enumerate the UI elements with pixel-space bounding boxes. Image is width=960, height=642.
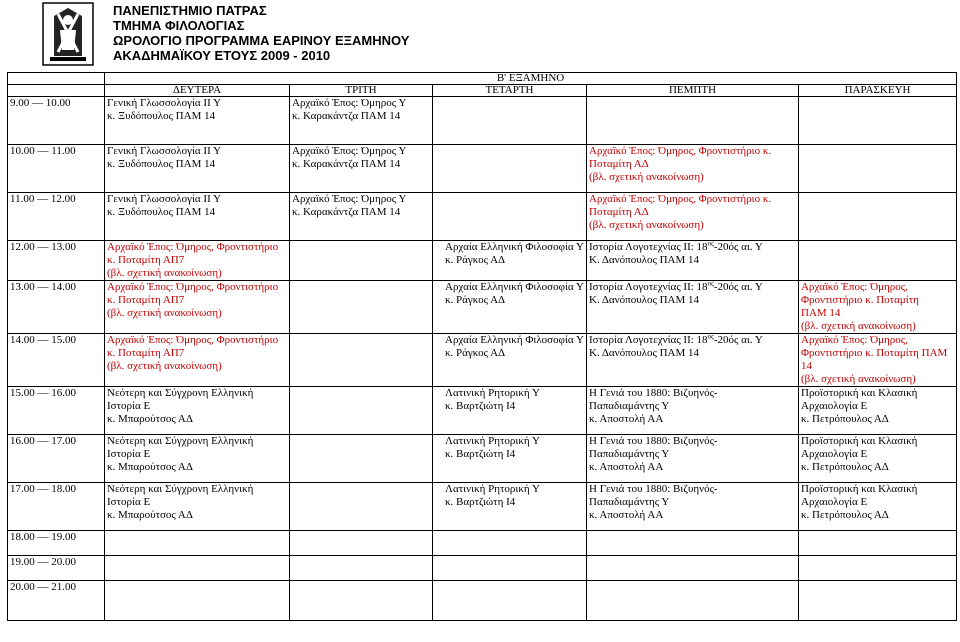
course-line: Νεότερη και Σύγχρονη Ελληνική xyxy=(107,435,254,447)
time-header xyxy=(8,85,105,97)
course-cell-tue xyxy=(290,193,433,241)
time-slot: 14.00 — 15.00 xyxy=(8,334,105,387)
course-line: κ. Μπαρούτσος ΑΔ xyxy=(107,461,193,473)
course-line: Η Γενιά του 1880: Βιζυηνός- xyxy=(589,483,718,495)
course-line: (βλ. σχετική ανακοίνωση) xyxy=(107,360,222,372)
course-cell-fri xyxy=(799,556,957,581)
course-cell-wed xyxy=(433,387,587,435)
course-line: Νεότερη και Σύγχρονη Ελληνική xyxy=(107,387,254,399)
schedule-row xyxy=(8,193,957,241)
course-line: κ. Ποταμίτη ΑΠ7 xyxy=(107,294,185,306)
course-line: Φροντιστήριο κ. Ποταμίτη ΠΑΜ xyxy=(801,347,948,359)
course-cell-mon xyxy=(105,97,290,145)
course-cell-fri xyxy=(799,387,957,435)
schedule-row xyxy=(8,483,957,531)
course-cell-tue xyxy=(290,531,433,556)
course-cell-wed xyxy=(433,145,587,193)
course-line: Η Γενιά του 1880: Βιζυηνός- xyxy=(589,387,718,399)
course-cell-mon xyxy=(105,241,290,281)
time-slot: 12.00 — 13.00 xyxy=(8,241,105,281)
course-cell-tue xyxy=(290,581,433,621)
course-line: Αρχαϊκό Έπος: Όμηρος, Φροντιστήριο κ. xyxy=(589,145,772,157)
course-line: (βλ. σχετική ανακοίνωση) xyxy=(801,320,916,332)
course-cell-wed xyxy=(433,581,587,621)
course-cell-thu xyxy=(587,581,799,621)
time-slot: 11.00 — 12.00 xyxy=(8,193,105,241)
course-cell-thu xyxy=(587,97,799,145)
course-cell-mon xyxy=(105,145,290,193)
course-cell-fri xyxy=(799,334,957,387)
course-cell-wed xyxy=(433,241,587,281)
course-line: Αρχαϊκό Έπος: Όμηρος, xyxy=(801,281,908,293)
course-cell-thu xyxy=(587,281,799,334)
course-cell-wed xyxy=(433,97,587,145)
time-slot: 13.00 — 14.00 xyxy=(8,281,105,334)
course-line: Αρχαϊκό Έπος: Όμηρος, Φροντιστήριο κ. xyxy=(589,193,772,205)
course-line: κ. Πετρόπουλος ΑΔ xyxy=(801,461,889,473)
course-line: Αρχαιολογία Ε xyxy=(801,400,868,412)
semester-label: Β' ΕΞΑΜΗΝΟ xyxy=(105,73,957,85)
schedule-row xyxy=(8,281,957,334)
time-slot: 19.00 — 20.00 xyxy=(8,556,105,581)
course-cell-wed xyxy=(433,483,587,531)
schedule-row xyxy=(8,241,957,281)
course-line: Γενική Γλωσσολογία ΙΙ Υ xyxy=(107,145,222,157)
course-cell-tue xyxy=(290,387,433,435)
course-line: κ. Βαρτζιώτη Ι4 xyxy=(445,496,516,508)
course-line: Αρχαϊκό Έπος: Όμηρος, xyxy=(801,334,908,346)
time-slot: 15.00 — 16.00 xyxy=(8,387,105,435)
course-line: κ. Πετρόπουλος ΑΔ xyxy=(801,509,889,521)
course-line: κ. Πετρόπουλος ΑΔ xyxy=(801,413,889,425)
course-line: κ. Ποταμίτη ΑΠ7 xyxy=(107,254,185,266)
day-monday: ΔΕΥΤΕΡΑ xyxy=(105,85,290,97)
course-cell-fri xyxy=(799,193,957,241)
course-line: κ. Ξυδόπουλος ΠΑΜ 14 xyxy=(107,158,216,170)
course-line: (βλ. σχετική ανακοίνωση) xyxy=(107,307,222,319)
ordinal-suffix: ος xyxy=(707,239,714,248)
course-cell-mon xyxy=(105,435,290,483)
document-header xyxy=(0,0,960,68)
course-line: Γενική Γλωσσολογία ΙΙ Υ xyxy=(107,193,222,205)
course-cell-thu xyxy=(587,334,799,387)
course-cell-tue xyxy=(290,435,433,483)
course-cell-tue xyxy=(290,145,433,193)
course-cell-fri xyxy=(799,581,957,621)
days-header-row xyxy=(8,85,957,97)
schedule-row xyxy=(8,97,957,145)
course-line: κ. Αποστολή ΑΑ xyxy=(589,461,664,473)
course-line: Ποταμίτη ΑΔ xyxy=(589,206,649,218)
day-friday: ΠΑΡΑΣΚΕΥΗ xyxy=(799,85,957,97)
course-cell-thu xyxy=(587,531,799,556)
ordinal-suffix: ος xyxy=(707,332,714,341)
course-line: κ. Ξυδόπουλος ΠΑΜ 14 xyxy=(107,110,216,122)
time-slot: 16.00 — 17.00 xyxy=(8,435,105,483)
day-thursday: ΠΕΜΠΤΗ xyxy=(587,85,799,97)
course-cell-thu xyxy=(587,193,799,241)
course-cell-mon xyxy=(105,193,290,241)
course-line: Αρχαϊκό Έπος: Όμηρος, Φροντιστήριο xyxy=(107,334,279,346)
course-line: κ. Καρακάντζα ΠΑΜ 14 xyxy=(292,110,401,122)
course-line: Κ. Δανόπουλος ΠΑΜ 14 xyxy=(589,347,700,359)
course-cell-thu xyxy=(587,483,799,531)
course-line: κ. Ράγκος ΑΔ xyxy=(445,347,506,359)
course-line: Αρχαϊκό Έπος: Όμηρος Υ xyxy=(292,145,407,157)
course-line: Ιστορία Ε xyxy=(107,496,151,508)
course-line: Αρχαϊκό Έπος: Όμηρος Υ xyxy=(292,193,407,205)
course-line: Ιστορία Ε xyxy=(107,400,151,412)
course-line: Ιστορία Ε xyxy=(107,448,151,460)
course-cell-mon xyxy=(105,334,290,387)
course-cell-mon xyxy=(105,483,290,531)
schedule-row xyxy=(8,531,957,556)
course-cell-tue xyxy=(290,97,433,145)
course-line: Αρχαία Ελληνική Φιλοσοφία Υ xyxy=(445,334,584,346)
course-cell-thu xyxy=(587,145,799,193)
course-cell-wed xyxy=(433,435,587,483)
header-titles xyxy=(113,3,409,63)
time-slot: 10.00 — 11.00 xyxy=(8,145,105,193)
course-line: Κ. Δανόπουλος ΠΑΜ 14 xyxy=(589,294,700,306)
course-line: Αρχαία Ελληνική Φιλοσοφία Υ xyxy=(445,281,584,293)
course-line: κ. Μπαρούτσος ΑΔ xyxy=(107,413,193,425)
schedule-row xyxy=(8,387,957,435)
course-line: κ. Καρακάντζα ΠΑΜ 14 xyxy=(292,206,401,218)
course-line: Αρχαιολογία Ε xyxy=(801,496,868,508)
course-cell-mon xyxy=(105,281,290,334)
course-line: κ. Ράγκος ΑΔ xyxy=(445,254,506,266)
ordinal-suffix: ος xyxy=(707,279,714,288)
schedule-row xyxy=(8,556,957,581)
course-line: Παπαδιαμάντης Υ xyxy=(589,400,670,412)
time-slot: 17.00 — 18.00 xyxy=(8,483,105,531)
course-line: (βλ. σχετική ανακοίνωση) xyxy=(107,267,222,279)
day-wednesday: ΤΕΤΑΡΤΗ xyxy=(433,85,587,97)
course-line: (βλ. σχετική ανακοίνωση) xyxy=(589,171,704,183)
course-cell-wed xyxy=(433,193,587,241)
course-cell-fri xyxy=(799,97,957,145)
course-line: κ. Μπαρούτσος ΑΔ xyxy=(107,509,193,521)
course-line: Αρχαϊκό Έπος: Όμηρος Υ xyxy=(292,97,407,109)
course-cell-tue xyxy=(290,483,433,531)
course-cell-thu xyxy=(587,241,799,281)
course-line: Φροντιστήριο κ. Ποταμίτη xyxy=(801,294,919,306)
schedule-table xyxy=(7,72,957,621)
time-slot: 18.00 — 19.00 xyxy=(8,531,105,556)
course-line: Αρχαϊκό Έπος: Όμηρος, Φροντιστήριο xyxy=(107,281,279,293)
course-line: Η Γενιά του 1880: Βιζυηνός- xyxy=(589,435,718,447)
course-line: 14 xyxy=(801,360,812,372)
course-cell-mon xyxy=(105,531,290,556)
course-line: κ. Ράγκος ΑΔ xyxy=(445,294,506,306)
course-cell-fri xyxy=(799,531,957,556)
course-cell-thu xyxy=(587,556,799,581)
course-line: Ιστορία Λογοτεχνίας ΙΙ: $18^{o\varsigma}-20ό\varsigma$ αι. Υ xyxy=(589,239,763,253)
course-line: κ. Αποστολή ΑΑ xyxy=(589,509,664,521)
course-line: ΠΑΜ 14 xyxy=(801,307,841,319)
schedule-row xyxy=(8,581,957,621)
schedule-row xyxy=(8,145,957,193)
course-cell-wed xyxy=(433,531,587,556)
course-cell-fri xyxy=(799,145,957,193)
course-line: Προϊστορική και Κλασική xyxy=(801,387,918,399)
course-line: Ποταμίτη ΑΔ xyxy=(589,158,649,170)
course-line: Προϊστορική και Κλασική xyxy=(801,435,918,447)
course-line: Λατινική Ρητορική Υ xyxy=(445,435,540,447)
course-line: Νεότερη και Σύγχρονη Ελληνική xyxy=(107,483,254,495)
schedule-row xyxy=(8,334,957,387)
course-line: κ. Βαρτζιώτη Ι4 xyxy=(445,448,516,460)
course-line: Λατινική Ρητορική Υ xyxy=(445,387,540,399)
course-line: Προϊστορική και Κλασική xyxy=(801,483,918,495)
course-cell-tue xyxy=(290,556,433,581)
course-cell-wed xyxy=(433,556,587,581)
schedule-row xyxy=(8,435,957,483)
course-line: Αρχαϊκό Έπος: Όμηρος, Φροντιστήριο xyxy=(107,241,279,253)
course-line: κ. Ποταμίτη ΑΠ7 xyxy=(107,347,185,359)
course-cell-wed xyxy=(433,334,587,387)
academic-year: ΑΚΑΔΗΜΑΪΚΟΥ ΕΤΟΥΣ 2009 - 2010 xyxy=(113,48,331,63)
course-cell-mon xyxy=(105,581,290,621)
schedule-body xyxy=(8,97,957,621)
schedule-title: ΩΡΟΛΟΓΙΟ ΠΡΟΓΡΑΜΜΑ ΕΑΡΙΝΟΥ ΕΞΑΜΗΝΟΥ xyxy=(113,33,410,48)
course-line: Γενική Γλωσσολογία ΙΙ Υ xyxy=(107,97,222,109)
course-cell-mon xyxy=(105,556,290,581)
course-line: Κ. Δανόπουλος ΠΑΜ 14 xyxy=(589,254,700,266)
course-line: (βλ. σχετική ανακοίνωση) xyxy=(801,373,916,385)
course-cell-tue xyxy=(290,281,433,334)
course-line: Αρχαιολογία Ε xyxy=(801,448,868,460)
course-line: κ. Ξυδόπουλος ΠΑΜ 14 xyxy=(107,206,216,218)
course-cell-fri xyxy=(799,483,957,531)
university-name: ΠΑΝΕΠΙΣΤΗΜΙΟ ΠΑΤΡΑΣ xyxy=(113,3,267,18)
corner-cell xyxy=(8,73,105,85)
course-line: Παπαδιαμάντης Υ xyxy=(589,496,670,508)
course-cell-mon xyxy=(105,387,290,435)
course-line: Ιστορία Λογοτεχνίας ΙΙ: $18^{o\varsigma}-20ό\varsigma$ αι. Υ xyxy=(589,332,763,346)
time-slot: 20.00 — 21.00 xyxy=(8,581,105,621)
day-tuesday: ΤΡΙΤΗ xyxy=(290,85,433,97)
course-cell-tue xyxy=(290,241,433,281)
course-cell-tue xyxy=(290,334,433,387)
course-cell-thu xyxy=(587,435,799,483)
course-line: κ. Καρακάντζα ΠΑΜ 14 xyxy=(292,158,401,170)
course-line: κ. Βαρτζιώτη Ι4 xyxy=(445,400,516,412)
course-line: (βλ. σχετική ανακοίνωση) xyxy=(589,219,704,231)
course-cell-fri xyxy=(799,435,957,483)
course-line: Παπαδιαμάντης Υ xyxy=(589,448,670,460)
course-cell-thu xyxy=(587,387,799,435)
course-line: Ιστορία Λογοτεχνίας ΙΙ: $18^{o\varsigma}-20ό\varsigma$ αι. Υ xyxy=(589,279,763,293)
university-seal-icon xyxy=(42,2,94,66)
semester-header-row xyxy=(8,73,957,85)
time-slot: 9.00 — 10.00 xyxy=(8,97,105,145)
department-name: ΤΜΗΜΑ ΦΙΛΟΛΟΓΙΑΣ xyxy=(113,18,245,33)
course-line: Αρχαία Ελληνική Φιλοσοφία Υ xyxy=(445,241,584,253)
course-cell-fri xyxy=(799,281,957,334)
course-line: Λατινική Ρητορική Υ xyxy=(445,483,540,495)
course-cell-fri xyxy=(799,241,957,281)
course-cell-wed xyxy=(433,281,587,334)
course-line: κ. Αποστολή ΑΑ xyxy=(589,413,664,425)
